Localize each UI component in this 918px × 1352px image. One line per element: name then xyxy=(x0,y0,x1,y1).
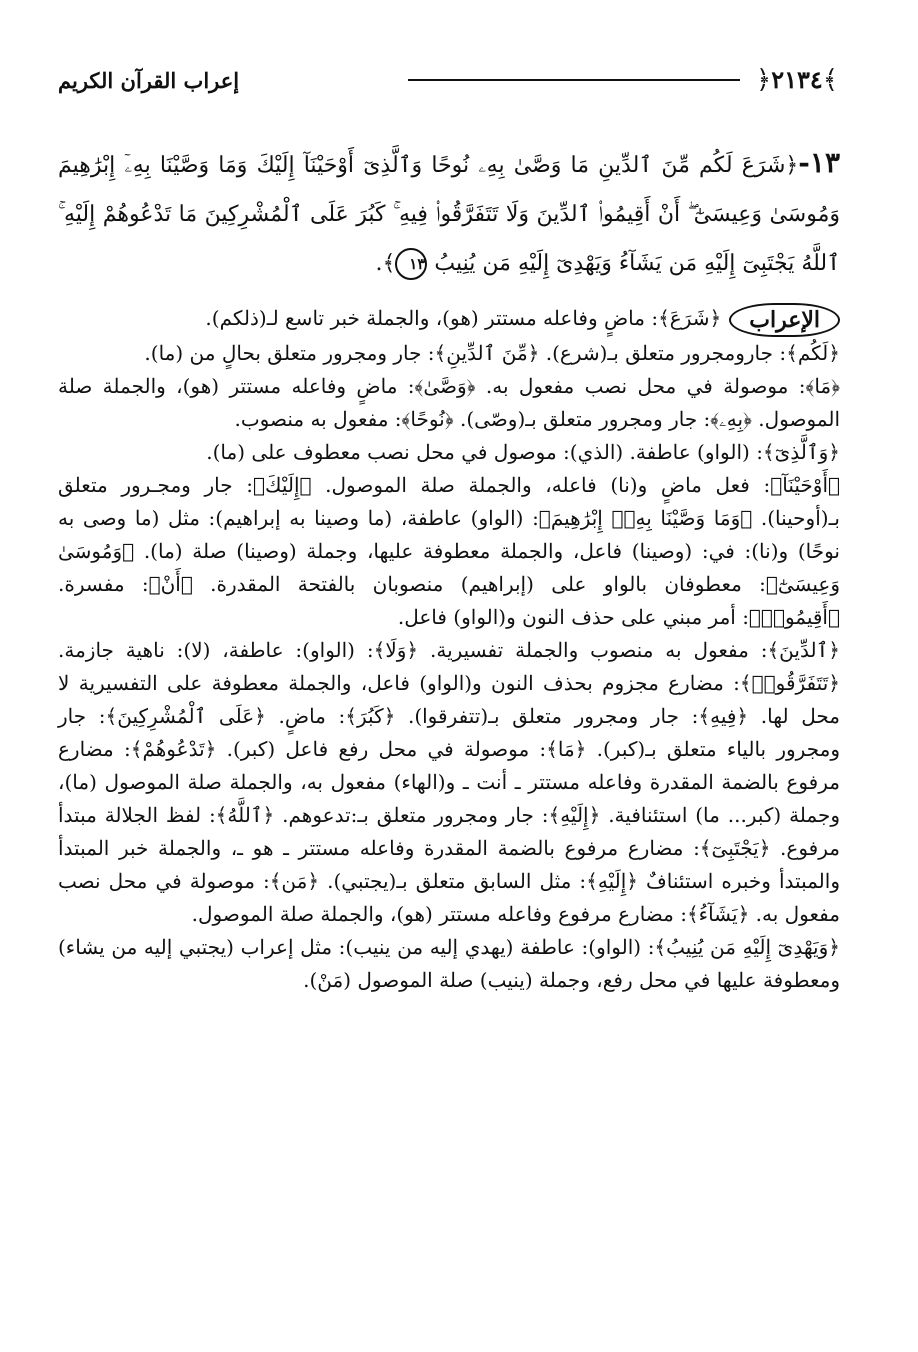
analysis-paragraph: الإعراب﴿شَرَعَ﴾: ماضٍ وفاعله مستتر (هو)، والجملة خبر تاسع لـ(ذلكم). xyxy=(58,302,840,337)
irab-label: الإعراب xyxy=(729,303,840,337)
verse-number: ١٣- xyxy=(798,146,840,179)
analysis-paragraph: ﴿أَوْحَيْنَآ﴾: فعل ماضٍ و(نا) فاعله، والجملة صلة الموصول. ﴿إِلَيْكَ﴾: جار ومجـرور متعلق بـ(أوحينا). ﴿وَمَا وَصَّيْنَا بِهِۦٓ إِبْرَٰهِيمَ﴾: (الواو) عاطفة، (ما وصينا به إبراهيم): مثل (ما وصى به نوحًا) و(نا): في: (وصينا) فاعل، والجملة معطوفة عليها، وجملة (وصينا) صلة (ما). ﴿وَمُوسَىٰ وَعِيسَىٰٓ﴾: معطوفان بالواو على (إبراهيم) منصوبان بالفتحة المقدرة. ﴿أَنْ﴾: مفسرة. ﴿أَقِيمُوا۟﴾: أمر مبني على حذف النون و(الواو) فاعل. xyxy=(58,472,840,629)
page xyxy=(58,62,840,997)
analysis-paragraph: ﴿لَكُم﴾: جارومجرور متعلق بـ(شرع). ﴿مِّنَ ٱلدِّينِ﴾: جار ومجرور متعلق بحالٍ من (ما). xyxy=(144,340,840,365)
grammatical-analysis xyxy=(58,302,840,997)
analysis-paragraph: ﴿ٱلدِّينَ﴾: مفعول به منصوب والجملة تفسيرية. ﴿وَلَا﴾: (الواو): عاطفة، (لا): ناهية جازمة. ﴿تَتَفَرَّقُوا۟﴾: مضارع مجزوم بحذف النون و(الواو) فاعل، والجملة معطوفة على التفسيرية لا محل لها. ﴿فِيهِ﴾: جار ومجرور متعلق بـ(تتفرقوا). ﴿كَبُرَ﴾: ماضٍ. ﴿عَلَى ٱلْمُشْرِكِينَ﴾: جار ومجرور بالياء متعلق بـ(كبر). ﴿مَا﴾: موصولة في محل رفع فاعل (كبر). ﴿تَدْعُوهُمْ﴾: مضارع مرفوع بالضمة المقدرة وفاعله مستتر ـ أنت ـ و(الهاء) مفعول به، والجملة صلة الموصول (ما)، وجملة (كبر... ما) استئنافية. ﴿إِلَيْهِ﴾: جار ومجرور متعلق بـ:تدعوهم. ﴿ٱللَّهُ﴾: لفظ الجلالة مبتدأ مرفوع. ﴿يَجْتَبِىٓ﴾: مضارع مرفوع بالضمة المقدرة وفاعله مستتر ـ هو ـ، والجملة خبر المبتدأ والمبتدأ وخبره استئنافٌ ﴿إِلَيْهِ﴾: مثل السابق متعلق بـ(يجتبي). ﴿مَن﴾: موصولة في محل نصب مفعول به. ﴿يَشَآءُ﴾: مضارع مرفوع وفاعله مستتر (هو)، والجملة صلة الموصول. xyxy=(58,637,840,926)
header-rule xyxy=(408,79,740,81)
verse-text: ﴿شَرَعَ لَكُم مِّنَ ٱلدِّينِ مَا وَصَّىٰ بِهِۦ نُوحًا وَٱلَّذِىٓ أَوْحَيْنَآ إِلَيْكَ وَمَا وَصَّيْنَا بِهِۦٓ إِبْرَٰهِيمَ وَمُوسَىٰ وَعِيسَىٰٓ ۖ أَنْ أَقِيمُوا۟ ٱلدِّينَ وَلَا تَتَفَرَّقُوا۟ فِيهِ ۚ كَبُرَ عَلَى ٱلْمُشْرِكِينَ مَا تَدْعُوهُمْ إِلَيْهِ ۚ ٱللَّهُ يَجْتَبِىٓ إِلَيْهِ مَن يَشَآءُ وَيَهْدِىٓ إِلَيْهِ مَن يُنِيبُ xyxy=(58,153,840,276)
analysis-paragraph: ﴿وَيَهْدِىٓ إِلَيْهِ مَن يُنِيبُ﴾: (الواو): عاطفة (يهدي إليه من ينيب): مثل إعراب (يجتبي إليه من يشاء) ومعطوفة عليها في محل رفع، وجملة (ينيب) صلة الموصول (مَنْ). xyxy=(58,934,840,992)
quran-verse xyxy=(58,138,840,288)
analysis-paragraph: ﴿مَا﴾: موصولة في محل نصب مفعول به. ﴿وَصَّىٰ﴾: ماضٍ وفاعله مستتر (هو)، والجملة صلة الموصول. ﴿بِهِۦ﴾: جار ومجرور متعلق بـ(وصّى). ﴿نُوحًا﴾: مفعول به منصوب. xyxy=(58,373,840,431)
book-title: إعراب القرآن الكريم xyxy=(58,67,240,93)
page-number-value: ٢١٣٤ xyxy=(771,65,823,94)
analysis-paragraph: ﴿وَٱلَّذِىٓ﴾: (الواو) عاطفة. (الذي): موصول في محل نصب معطوف على (ما). xyxy=(206,439,840,464)
page-number: ﴿٢١٣٤﴾ xyxy=(755,65,838,95)
ayah-number-icon: ١٣ xyxy=(395,248,427,280)
page-header xyxy=(58,62,840,98)
verse-closing: ﴾. xyxy=(375,251,396,276)
